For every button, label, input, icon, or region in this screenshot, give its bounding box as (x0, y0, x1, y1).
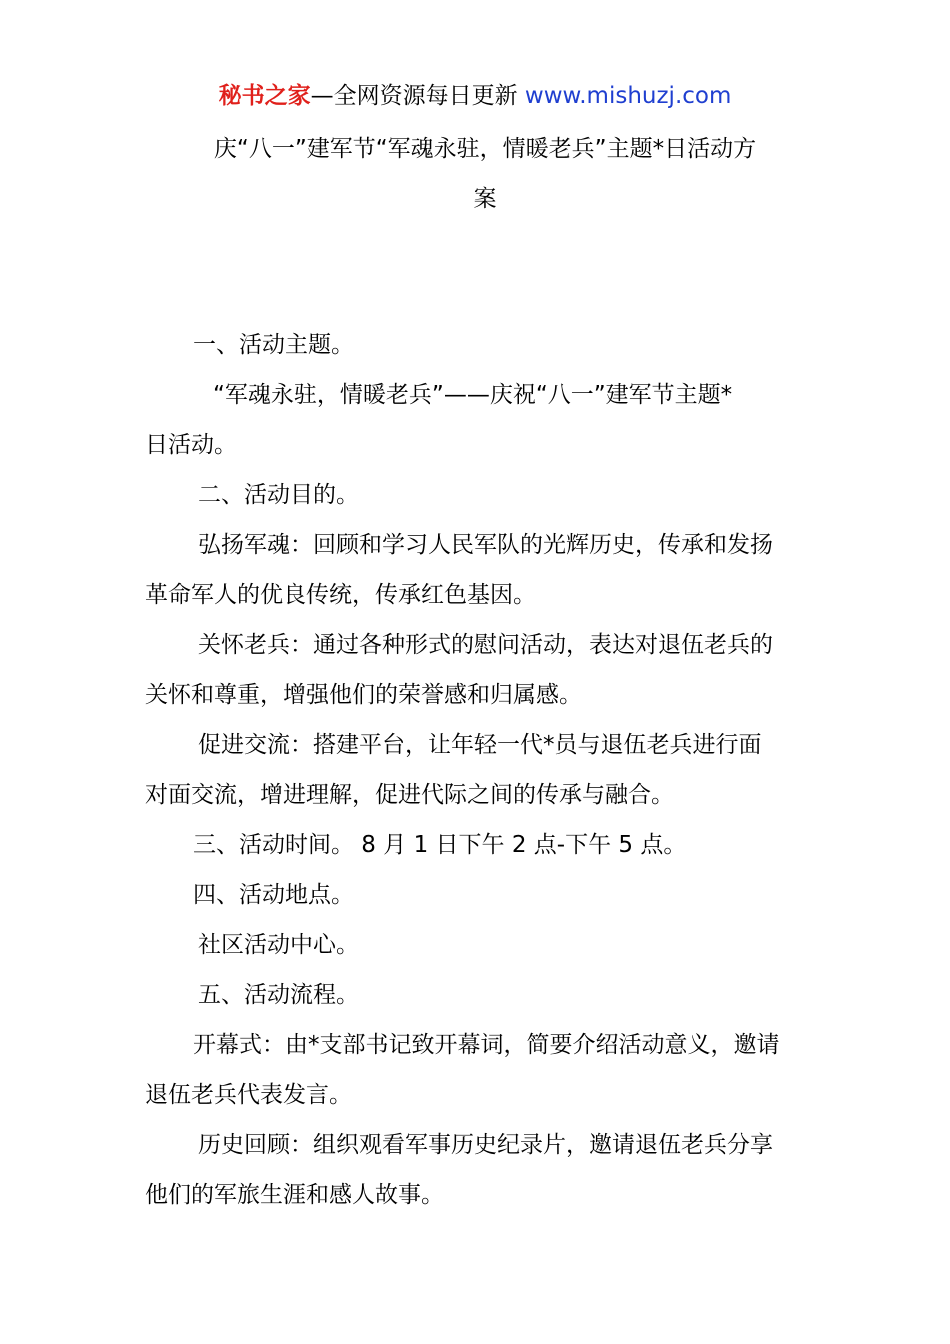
theme-text-line-2: 日活动。 (145, 432, 237, 458)
section-heading-theme: 一、活动主题。 (193, 332, 354, 358)
process-2-line-2: 他们的军旅生涯和感人故事。 (145, 1182, 444, 1208)
section-heading-process: 五、活动流程。 (198, 982, 359, 1008)
purpose-3-line-1: 促进交流：搭建平台，让年轻一代*员与退伍老兵进行面 (198, 732, 762, 758)
location-text: 社区活动中心。 (198, 932, 359, 958)
header-tagline: —全网资源每日更新 (310, 83, 525, 109)
process-1-line-2: 退伍老兵代表发言。 (145, 1082, 352, 1108)
purpose-3-line-2: 对面交流，增进理解，促进代际之间的传承与融合。 (145, 782, 674, 808)
process-2-line-1: 历史回顾：组织观看军事历史纪录片，邀请退伍老兵分享 (198, 1132, 773, 1158)
purpose-2-line-1: 关怀老兵：通过各种形式的慰问活动，表达对退伍老兵的 (198, 632, 773, 658)
site-header (0, 78, 950, 114)
section-heading-time: 三、活动时间。 8 月 1 日下午 2 点-下午 5 点。 (193, 832, 687, 858)
purpose-1-line-2: 革命军人的优良传统，传承红色基因。 (145, 582, 536, 608)
section-heading-location: 四、活动地点。 (193, 882, 354, 908)
theme-text-line-1: “军魂永驻，情暖老兵”——庆祝“八一”建军节主题* (213, 382, 733, 408)
purpose-2-line-2: 关怀和尊重，增强他们的荣誉感和归属感。 (145, 682, 582, 708)
title-line-1: 庆“八一”建军节“军魂永驻，情暖老兵”主题*日活动方 (213, 136, 757, 162)
brand-name: 秘书之家 (218, 83, 311, 109)
section-heading-purpose: 二、活动目的。 (198, 482, 359, 508)
purpose-1-line-1: 弘扬军魂：回顾和学习人民军队的光辉历史，传承和发扬 (198, 532, 773, 558)
site-url-link[interactable]: www.mishuzj.com (524, 83, 732, 109)
process-1-line-1: 开幕式：由*支部书记致开幕词，简要介绍活动意义，邀请 (193, 1032, 780, 1058)
document-title (145, 124, 825, 224)
title-line-2: 案 (473, 186, 497, 212)
